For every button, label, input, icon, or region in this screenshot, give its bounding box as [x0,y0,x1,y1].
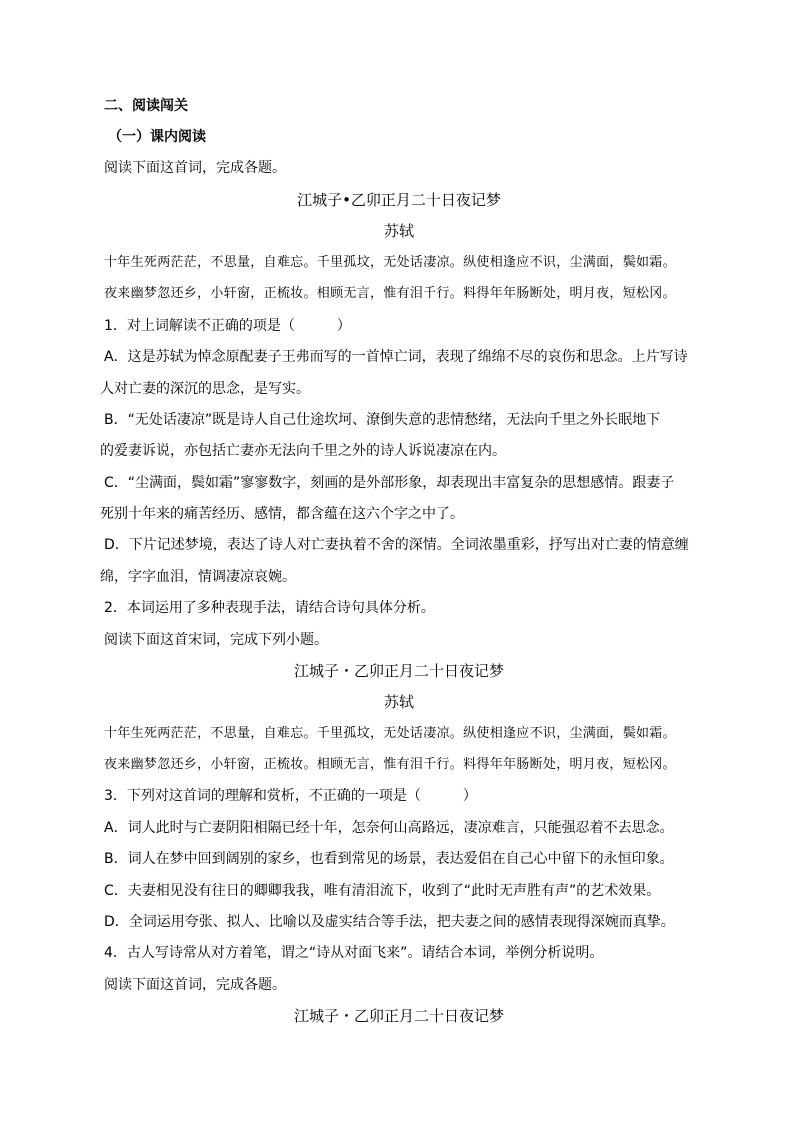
q1-option-c-2: 死别十年来的痛苦经历、感情，都含蕴在这六个字之中了。 [100,506,464,522]
q3-stem: 3．下列对这首词的理解和赏析，不正确的一项是（ ） [104,788,477,804]
poem-line-2a: 十年生死两茫茫，不思量，自难忘。千里孤坟，无处话凄凉。纵使相逢应不识，尘满面，鬓如霜。 [104,726,676,741]
poem-author-2: 苏轼 [383,693,414,711]
poem-title-2: 江城子・乙卯正月二十日夜记梦 [293,662,504,680]
q1-option-d-2: 绵，字字血泪，情调凄凉哀婉。 [100,569,296,585]
sub-heading: （一）课内阅读 [108,129,206,145]
reading-intro-3: 阅读下面这首词，完成各题。 [104,977,286,993]
section-heading: 二、阅读闯关 [104,98,188,114]
q1-option-b-1: B．“无处话凄凉”既是诗人自己仕途坎坷、潦倒失意的悲情愁绪，无法向千里之外长眠地下 [104,412,661,428]
q1-option-b-2: 的爱妻诉说，亦包括亡妻亦无法向千里之外的诗人诉说凄凉在内。 [100,443,506,459]
q3-option-a: A．词人此时与亡妻阴阳相隔已经十年，怎奈何山高路远，凄凉难言，只能强忍着不去思念。 [104,820,674,836]
q1-option-a-1: A．这是苏轼为悼念原配妻子王弗而写的一首悼亡词，表现了绵绵不尽的哀伤和思念。上片写诗 [104,349,688,365]
q1-option-d-1: D．下片记述梦境，表达了诗人对亡妻执着不舍的深情。全词浓墨重彩，抒写出对亡妻的情意缠 [104,537,689,553]
q2-stem: 2．本词运用了多种表现手法，请结合诗句具体分析。 [104,600,435,616]
poem-title-3: 江城子・乙卯正月二十日夜记梦 [293,1007,504,1025]
q3-option-c: C．夫妻相见没有往日的卿卿我我，唯有清泪流下，收到了“此时无声胜有声”的艺术效果。 [104,883,661,899]
q3-option-d: D．全词运用夸张、拟人、比喻以及虚实结合等手法，把夫妻之间的感情表现得深婉而真挚。 [104,914,675,930]
poem-title-1: 江城子•乙卯正月二十日夜记梦 [297,191,501,209]
q1-option-c-1: C．“尘满面，鬓如霜”寥寥数字，刻画的是外部形象，却表现出丰富复杂的思想感情。跟妻子 [104,475,675,491]
poem-line-1a: 十年生死两茫茫，不思量，自难忘。千里孤坟，无处话凄凉。纵使相逢应不识，尘满面，鬓如霜。 [104,255,676,270]
reading-intro-2: 阅读下面这首宋词，完成下列小题。 [104,632,328,648]
q4-stem: 4．古人写诗常从对方着笔，谓之“诗从对面飞来”。请结合本词，举例分析说明。 [104,945,604,961]
poem-line-2b: 夜来幽梦忽还乡，小轩窗，正梳妆。相顾无言，惟有泪千行。料得年年肠断处，明月夜，短松冈。 [104,757,676,772]
poem-author-1: 苏轼 [383,222,414,240]
q1-option-a-2: 人对亡妻的深沉的思念，是写实。 [100,381,310,397]
q3-option-b: B．词人在梦中回到阔别的家乡，也看到常见的场景，表达爱侣在自己心中留下的永恒印象。 [104,851,674,867]
reading-intro-1: 阅读下面这首词，完成各题。 [104,160,286,176]
q1-stem: 1．对上词解读不正确的项是（ ） [104,318,351,334]
poem-line-1b: 夜来幽梦忽还乡，小轩窗，正梳妆。相顾无言，惟有泪千行。料得年年肠断处，明月夜，短松冈。 [104,286,676,301]
